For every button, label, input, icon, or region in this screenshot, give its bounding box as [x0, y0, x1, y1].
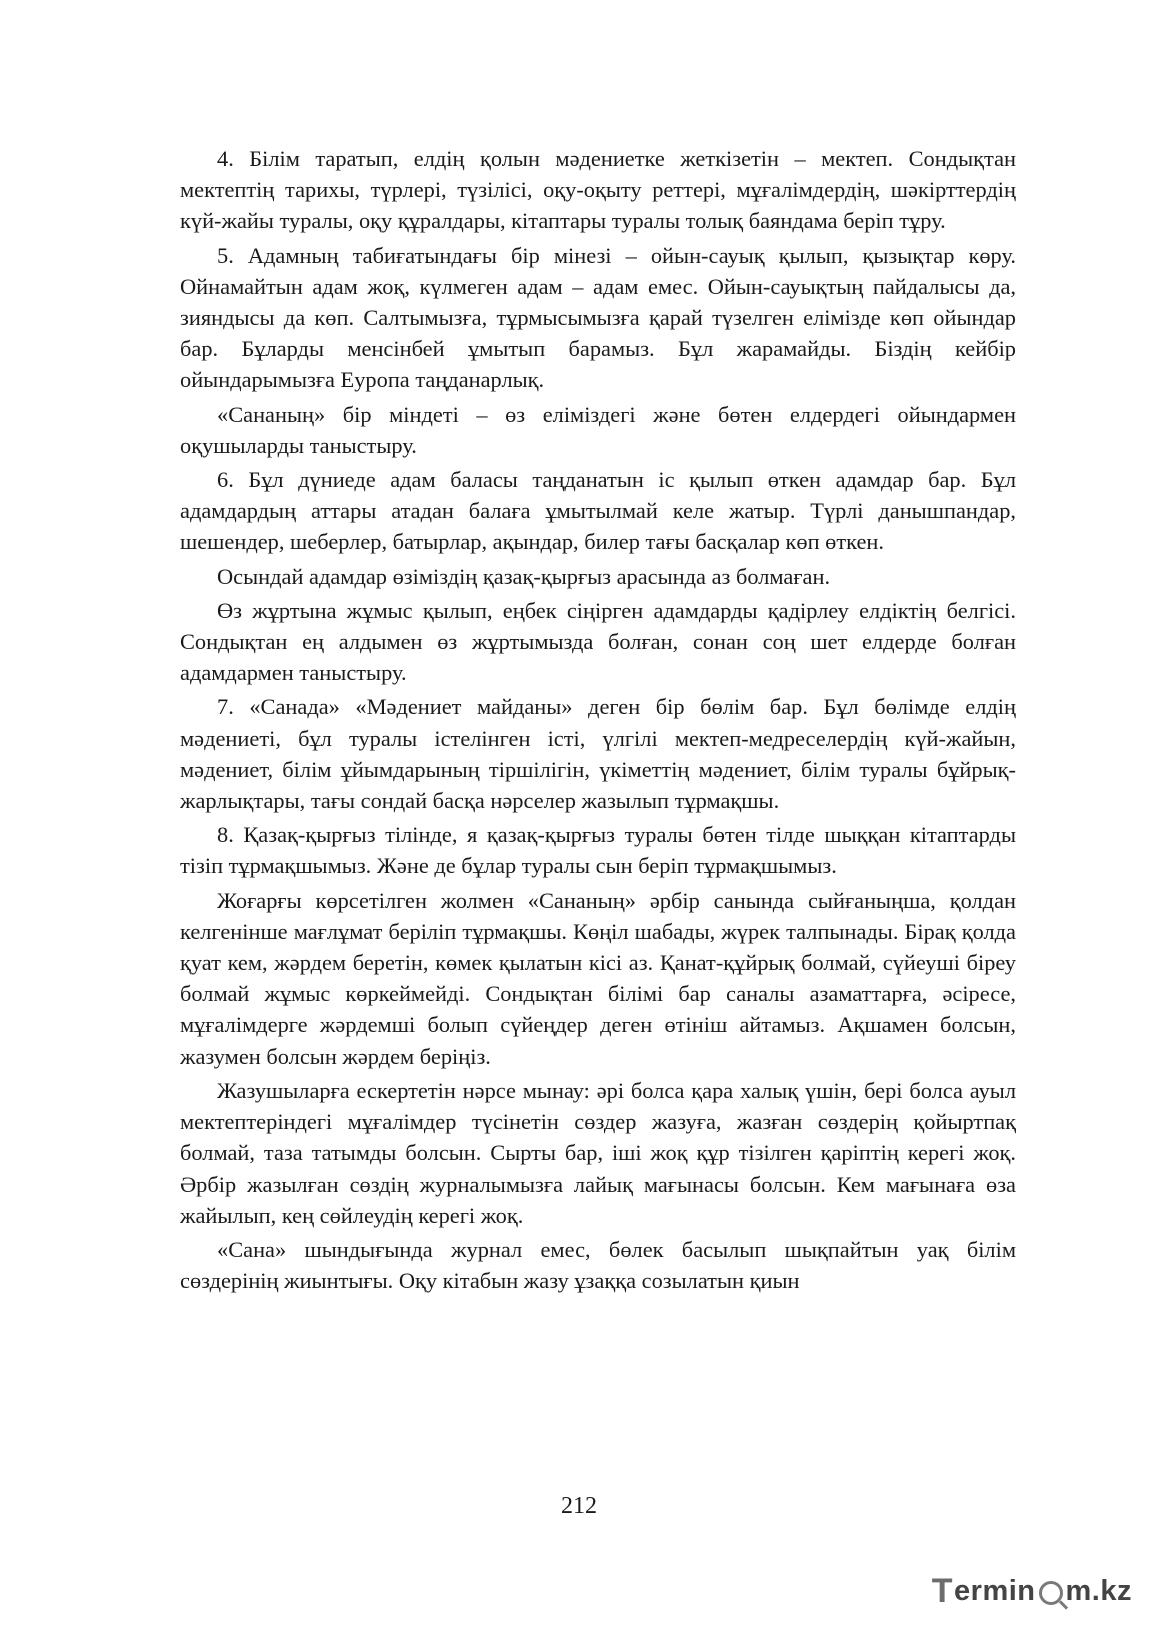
- watermark-text-1: ermin: [954, 1574, 1036, 1607]
- paragraph: Жазушыларға ескертетін нәрсе мынау: әрі болса қара халық үшін, бері болса ауыл мектептеріндегі мұғалімдер түсінетін сөздер жазуға, жазған сөздерің қойыртпақ болмай, таза татымды болсын. Сырты бар, іші жоқ құр тізілген қаріптің керегі жоқ. Әрбір жазылған сөздің журналымызға лайық мағынасы болсын. Кем мағынаға өза жайылып, кең сөйлеудің керегі жоқ.: [180, 1077, 1016, 1228]
- paragraph: 4. Білім таратып, елдің қолын мәдениетке жеткізетін – мектеп. Сондықтан мектептің тарихы, түрлері, түзілісі, оқу-оқыту реттері, мұғалімдердің, шәкірттердің күй-жайы туралы, оқу құралдары, кітаптары туралы толық баяндама беріп тұру.: [180, 146, 1016, 234]
- paragraph: «Сананың» бір міндеті – өз еліміздегі және бөтен елдердегі ойындармен оқушыларды таныстыру.: [180, 401, 1016, 458]
- watermark-text-2: m.kz: [1065, 1574, 1132, 1607]
- paragraph: Жоғарғы көрсетілген жолмен «Сананың» әрбір санында сыйғаныңша, қолдан келгенінше мағлұмат беріліп тұрмақшы. Көңіл шабады, жүрек талпынады. Бірақ қолда қуат кем, жәрдем беретін, көмек қылатын кісі аз. Қанат-құйрық болмай, сүйеуші біреу болмай жұмыс көркеймейді. Сондықтан білімі бар саналы азаматтарға, әсіресе, мұғалімдерге жәрдемші болып сүйеңдер деген өтініш айтамыз. Ақшамен болсын, жазумен болсын жәрдем беріңіз.: [180, 887, 1016, 1069]
- paragraph: 5. Адамның табиғатындағы бір мінезі – ойын-сауық қылып, қызықтар көру. Ойнамайтын адам жоқ, күлмеген адам – адам емес. Ойын-сауықтың пайдалысы да, зияндысы да көп. Салтымызға, тұрмысымызға қарай түзелген елімізде көп ойындар бар. Бұларды менсінбей ұмытып барамыз. Бұл жарамайды. Біздің кейбір ойындарымызға Еуропа таңданарлық.: [180, 242, 1016, 393]
- magnifier-icon: [1039, 1581, 1063, 1605]
- paragraph: Өз жұртына жұмыс қылып, еңбек сіңірген адамдарды қадірлеу елдіктің белгісі. Сондықтан ең алдымен өз жұртымызда болған, сонан соң шет елдерде болған адамдармен таныстыру.: [180, 597, 1016, 686]
- paragraph: 6. Бұл дүниеде адам баласы таңданатын іс қылып өткен адамдар бар. Бұл адамдардың аттары атадан балаға ұмытылмай келе жатыр. Түрлі данышпандар, шешендер, шеберлер, батырлар, ақындар, билер тағы басқалар көп өткен.: [180, 467, 1016, 555]
- paragraph: «Сана» шындығында журнал емес, бөлек басылып шықпайтын уақ білім сөздерінің жиынтығы. Оқу кітабын жазу ұзаққа созылатын қиын: [180, 1236, 1016, 1294]
- watermark-logo: [932, 1571, 1132, 1611]
- body-text: [180, 143, 1016, 1299]
- paragraph: 8. Қазақ-қырғыз тілінде, я қазақ-қырғыз туралы бөтен тілде шыққан кітаптарды тізіп тұрмақшымыз. Және де бұлар туралы сын беріп тұрмақшымыз.: [180, 822, 1016, 879]
- logo-t-icon: T: [931, 1571, 954, 1610]
- paragraph: 7. «Санада» «Мәдениет майданы» деген бір бөлім бар. Бұл бөлімде елдің мәдениеті, бұл туралы істелінген істі, үлгілі мектеп-медреселердің күй-жайын, мәдениет, білім ұйымдарының тіршілігін, үкіметтің мәдениет, білім туралы бұйрық-жарлықтары, тағы сондай басқа нәрселер жазылып тұрмақшы.: [180, 694, 1016, 814]
- paragraph: Осындай адамдар өзіміздің қазақ-қырғыз арасында аз болмаған.: [217, 563, 831, 589]
- page-number: 212: [561, 1493, 597, 1519]
